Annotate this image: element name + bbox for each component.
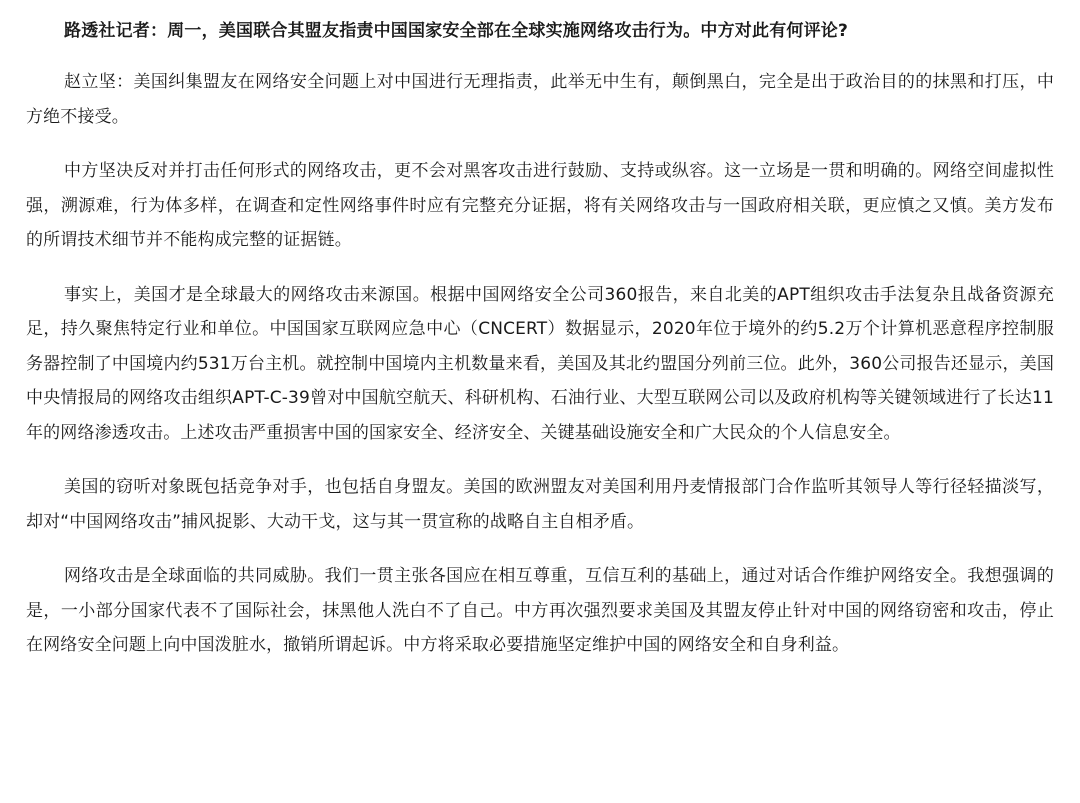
answer-paragraph-5: 网络攻击是全球面临的共同威胁。我们一贯主张各国应在相互尊重，互信互利的基础上，通过对话合作维护网络安全。我想强调的是，一小部分国家代表不了国际社会，抹黑他人洗白不了自己。中方再次强烈要求美国及其盟友停止针对中国的网络窃密和攻击，停止在网络安全问题上向中国泼脏水，撤销所谓起诉。中方将采取必要措施坚定维护中国的网络安全和自身利益。 — [26, 566, 1054, 655]
answer-paragraph-1: 赵立坚：美国纠集盟友在网络安全问题上对中国进行无理指责，此举无中生有，颠倒黑白，完全是出于政治目的的抹黑和打压，中方绝不接受。 — [26, 72, 1054, 127]
reporter-question: 路透社记者：周一，美国联合其盟友指责中国国家安全部在全球实施网络攻击行为。中方对此有何评论? — [64, 21, 849, 41]
answer-paragraph-3: 事实上，美国才是全球最大的网络攻击来源国。根据中国网络安全公司360报告，来自北美的APT组织攻击手法复杂且战备资源充足，持久聚焦特定行业和单位。中国国家互联网应急中心（CNCERT）数据显示，2020年位于境外的约5.2万个计算机恶意程序控制服务器控制了中国境内约531万台主机。就控制中国境内主机数量来看，美国及其北约盟国分列前三位。此外，360公司报告还显示，美国中央情报局的网络攻击组织APT-C-39曾对中国航空航天、科研机构、石油行业、大型互联网公司以及政府机构等关键领域进行了长达11年的网络渗透攻击。上述攻击严重损害中国的国家安全、经济安全、关键基础设施安全和广大民众的个人信息安全。 — [26, 284, 1054, 443]
answer-paragraph-4: 美国的窃听对象既包括竞争对手，也包括自身盟友。美国的欧洲盟友对美国利用丹麦情报部门合作监听其领导人等行径轻描淡写，却对“中国网络攻击”捕风捉影、大动干戈，这与其一贯宣称的战略自主自相矛盾。 — [26, 477, 1054, 532]
answer-paragraph-2: 中方坚决反对并打击任何形式的网络攻击，更不会对黑客攻击进行鼓励、支持或纵容。这一立场是一贯和明确的。网络空间虚拟性强，溯源难，行为体多样，在调查和定性网络事件时应有完整充分证据，将有关网络攻击与一国政府相关联，更应慎之又慎。美方发布的所谓技术细节并不能构成完整的证据链。 — [26, 161, 1054, 250]
